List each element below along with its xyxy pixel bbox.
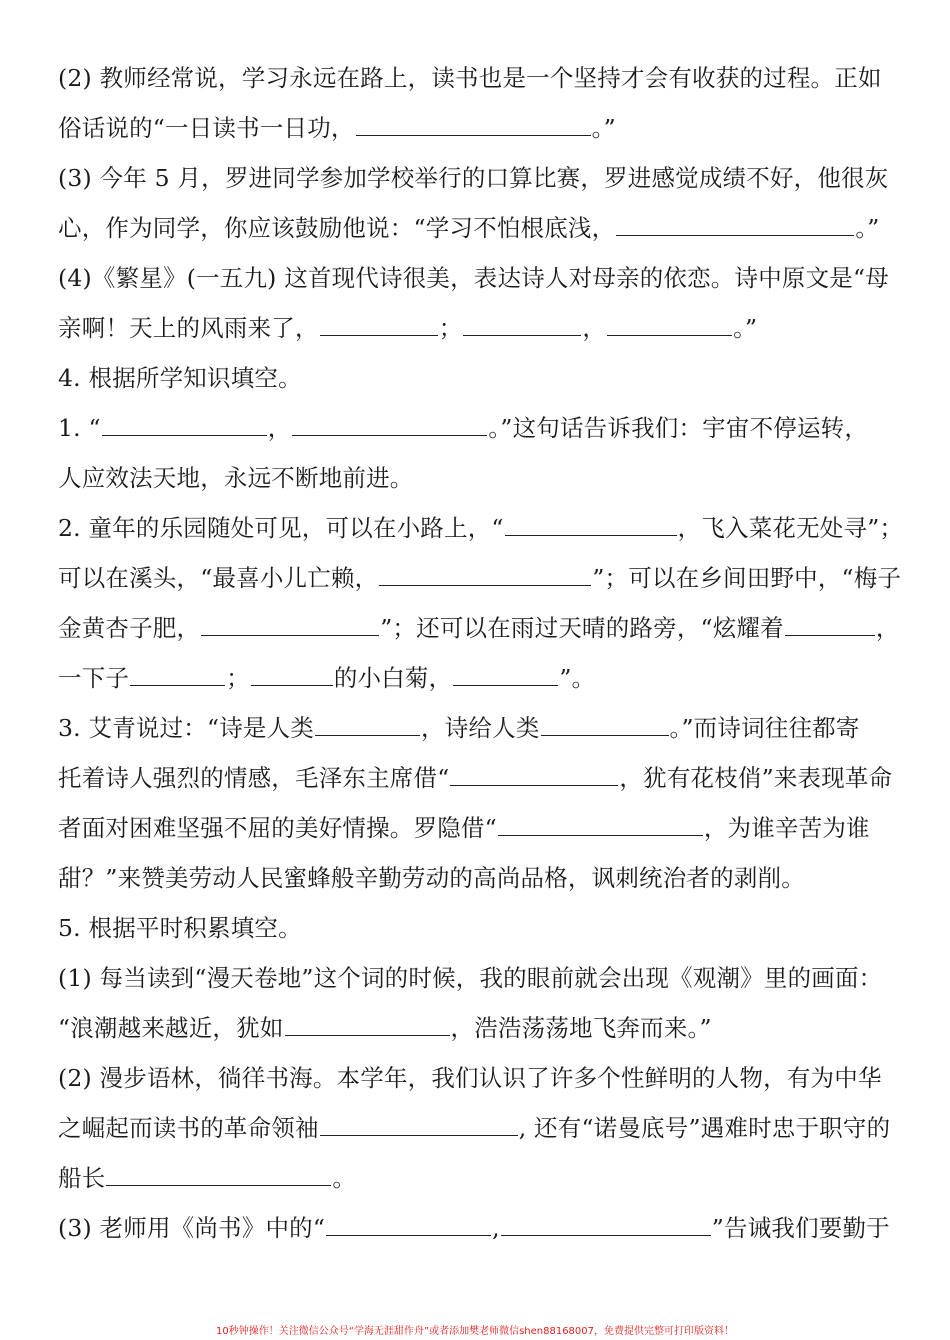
q4-item3-text: ，诗给人类 — [421, 714, 540, 742]
q5-item2-text: 船长 — [58, 1164, 106, 1192]
answer-blank[interactable] — [505, 513, 677, 536]
q5-item1-line2 — [58, 1013, 898, 1043]
q3-item4-line1: (4)《繁星》(一五九) 这首现代诗很美，表达诗人对母亲的依恋。诗中原文是“母 — [58, 264, 889, 292]
q5-item2-line1: (2) 漫步语林，徜徉书海。本学年，我们认识了许多个性鲜明的人物，有为中华 — [58, 1064, 882, 1092]
q4-item3-line2 — [58, 763, 898, 793]
answer-blank[interactable] — [607, 313, 732, 336]
answer-blank[interactable] — [251, 663, 333, 686]
q3-item2-line1: (2) 教师经常说，学习永远在路上，读书也是一个坚持才会有收获的过程。正如 — [58, 64, 882, 92]
answer-blank[interactable] — [501, 1213, 711, 1236]
q4-item3-text: 者面对困难坚强不屈的美好情操。罗隐借“ — [58, 814, 497, 842]
separator: ； — [438, 314, 463, 342]
q4-item1-line1 — [58, 413, 898, 443]
q5-item1-text: ，浩浩荡荡地飞奔而来。” — [450, 1014, 712, 1042]
answer-blank[interactable] — [285, 1013, 450, 1036]
q4-item3-text: 。”而诗词往往都寄 — [669, 714, 860, 742]
answer-blank[interactable] — [453, 663, 558, 686]
q3-item3-line1: (3) 今年 5 月，罗进同学参加学校举行的口算比赛，罗进感觉成绩不好，他很灰 — [58, 164, 889, 192]
q5-item3-text: (3) 老师用《尚书》中的“ — [58, 1214, 326, 1242]
q4-item2-line1 — [58, 513, 904, 543]
answer-blank[interactable] — [292, 413, 487, 436]
q4-item1-start: 1. “ — [58, 414, 101, 442]
answer-blank[interactable] — [785, 613, 875, 636]
q4-item3-line4: 甜？”来赞美劳动人民蜜蜂般辛勤劳动的高尚品格，讽刺统治者的剥削。 — [58, 864, 805, 892]
q3-item2-text: 俗话说的“一日读书一日功， — [58, 114, 355, 142]
answer-blank[interactable] — [102, 413, 267, 436]
separator: ， — [582, 314, 607, 342]
answer-blank[interactable] — [616, 213, 854, 236]
q5-item3-line1 — [58, 1213, 898, 1243]
q4-item3-line1 — [58, 713, 898, 743]
q5-item1-text: “浪潮越来越近，犹如 — [58, 1014, 284, 1042]
q3-item3-text: 心，作为同学，你应该鼓励他说：“学习不怕根底浅， — [58, 214, 616, 242]
q3-item2-line2 — [58, 113, 898, 143]
answer-blank[interactable] — [106, 1163, 331, 1186]
q4-item3-line3 — [58, 813, 898, 843]
q4-item2-line2 — [58, 563, 902, 593]
q3-item4-line2 — [58, 313, 898, 343]
q4-item2-text: ”；可以在乡间田野中，“梅子 — [592, 564, 902, 592]
answer-blank[interactable] — [463, 313, 581, 336]
q4-item3-text: 托着诗人强烈的情感，毛泽东主席借“ — [58, 764, 450, 792]
q4-item3-text: ，为谁辛苦为谁 — [703, 814, 870, 842]
q5-item2-text: 之崛起而读书的革命领袖 — [58, 1114, 319, 1142]
separator: , — [492, 1214, 500, 1242]
answer-blank[interactable] — [379, 563, 591, 586]
q4-item2-text: ”；还可以在雨过天晴的路旁，“炫耀着 — [380, 614, 784, 642]
q4-item2-text: 金黄杏子肥， — [58, 614, 201, 642]
q3-item2-end: 。” — [591, 114, 616, 142]
q5-item2-end: 。 — [332, 1164, 357, 1192]
answer-blank[interactable] — [326, 1213, 491, 1236]
q3-item4-end: 。” — [733, 314, 758, 342]
q4-item3-text: ，犹有花枝俏”来表现革命 — [619, 764, 893, 792]
answer-blank[interactable] — [541, 713, 669, 736]
answer-blank[interactable] — [201, 613, 379, 636]
q4-item2-line3 — [58, 613, 898, 643]
q5-item2-line3 — [58, 1163, 898, 1193]
q4-item2-text: ，飞入菜花无处寻”； — [677, 514, 904, 542]
q3-item4-text: 亲啊！天上的风雨来了， — [58, 314, 319, 342]
q5-item3-text: ”告诫我们要勤于 — [711, 1214, 890, 1242]
answer-blank[interactable] — [315, 713, 420, 736]
q4-item1-line2: 人应效法天地，永远不断地前进。 — [58, 464, 414, 492]
q4-item3-text: 3. 艾青说过：“诗是人类 — [58, 714, 315, 742]
q4-item2-text: 2. 童年的乐园随处可见，可以在小路上，“ — [58, 514, 504, 542]
separator: ， — [875, 614, 900, 642]
answer-blank[interactable] — [320, 313, 438, 336]
q4-item2-text: 的小白菊， — [333, 664, 453, 692]
answer-blank[interactable] — [450, 763, 618, 786]
separator: ； — [226, 664, 250, 692]
footer-notice: 10秒钟操作！关注微信公众号“学海无涯甜作舟”或者添加樊老师微信shen88168007，免费提供完整可打印版资料！ — [215, 1326, 735, 1337]
q3-item3-end: 。” — [855, 214, 880, 242]
q5-heading: 5. 根据平时积累填空。 — [58, 914, 302, 942]
separator: ， — [267, 414, 292, 442]
q4-item2-line4 — [58, 663, 898, 693]
answer-blank[interactable] — [356, 113, 591, 136]
q4-heading: 4. 根据所学知识填空。 — [58, 364, 302, 392]
answer-blank[interactable] — [130, 663, 225, 686]
q5-item1-line1: (1) 每当读到“漫天卷地”这个词的时候，我的眼前就会出现《观潮》里的画面： — [58, 964, 883, 992]
q3-item3-line2 — [58, 213, 898, 243]
q4-item2-text: 一下子 — [58, 664, 130, 692]
q4-item2-text: 可以在溪头，“最喜小儿亡赖， — [58, 564, 379, 592]
q5-item2-line2 — [58, 1113, 898, 1143]
q5-item2-text: , 还有“诺曼底号”遇难时忠于职守的 — [518, 1114, 891, 1142]
answer-blank[interactable] — [320, 1113, 518, 1136]
q4-item1-text: 。”这句话告诉我们：宇宙不停运转， — [488, 414, 869, 442]
q4-item2-end: ”。 — [559, 664, 596, 692]
answer-blank[interactable] — [498, 813, 703, 836]
